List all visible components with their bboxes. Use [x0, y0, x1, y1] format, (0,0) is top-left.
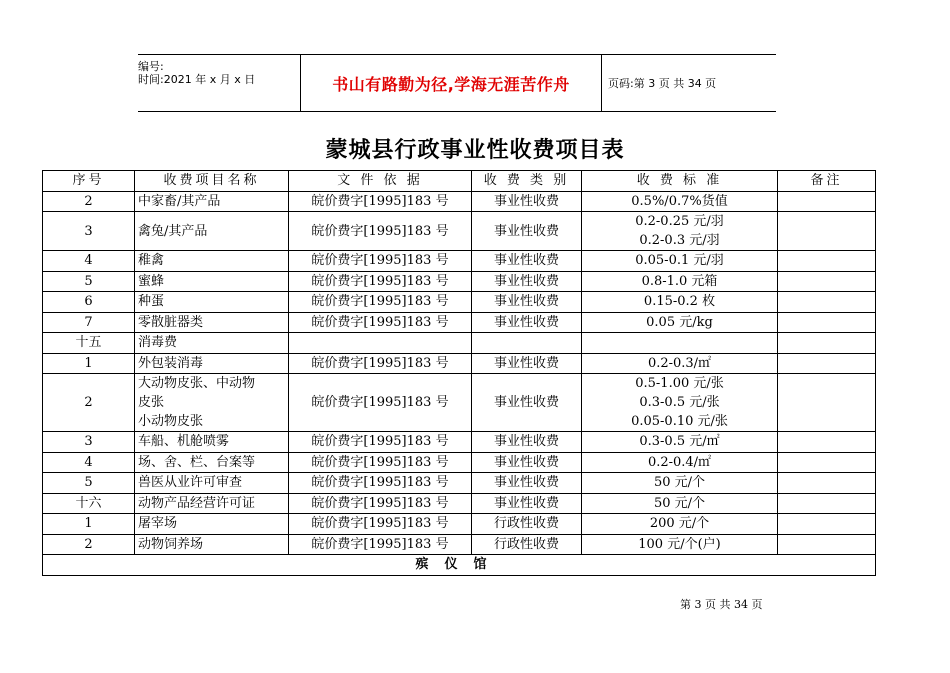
cell-category: 行政性收费 — [472, 534, 582, 555]
cell-name — [135, 212, 289, 251]
header-standard: 收 费 标 准 — [582, 171, 778, 192]
table-row — [43, 432, 876, 453]
cell-basis: 皖价费字[1995]183 号 — [289, 374, 472, 432]
cell-note — [778, 473, 876, 494]
cell-no: 3 — [43, 212, 135, 251]
cell-standard-line: 100 元/个(户) — [638, 536, 721, 552]
cell-name-line: 屠宰场 — [138, 516, 178, 532]
cell-name — [135, 333, 289, 354]
cell-name — [135, 374, 289, 432]
cell-standard — [582, 191, 778, 212]
page-title: 蒙城县行政事业性收费项目表 — [325, 137, 625, 163]
cell-name — [135, 493, 289, 514]
table-row — [43, 333, 876, 354]
cell-category: 事业性收费 — [472, 251, 582, 272]
header-category: 收 费 类 别 — [472, 171, 582, 192]
cell-name-line: 车船、机舱喷雾 — [138, 434, 230, 450]
table-header-row — [43, 171, 876, 192]
table-row — [43, 374, 876, 432]
section-footer-row — [43, 555, 876, 576]
cell-standard-line: 0.5-1.00 元/张 — [635, 376, 724, 391]
table-row — [43, 212, 876, 251]
cell-standard-line: 0.2-0.25 元/羽 — [635, 214, 724, 229]
cell-no: 6 — [43, 292, 135, 313]
cell-note — [778, 374, 876, 432]
cell-standard-line: 0.3-0.5 元/张 — [639, 395, 720, 410]
cell-note — [778, 534, 876, 555]
cell-basis: 皖价费字[1995]183 号 — [289, 292, 472, 313]
cell-no: 3 — [43, 432, 135, 453]
cell-standard — [582, 353, 778, 374]
cell-name — [135, 191, 289, 212]
header-meta — [138, 55, 298, 111]
table-row — [43, 473, 876, 494]
cell-category: 事业性收费 — [472, 292, 582, 313]
cell-basis: 皖价费字[1995]183 号 — [289, 514, 472, 535]
cell-standard — [582, 473, 778, 494]
cell-name — [135, 473, 289, 494]
cell-name-line: 皮张 — [138, 395, 165, 410]
cell-standard-line: 0.5%/0.7%货值 — [631, 193, 728, 209]
cell-name — [135, 534, 289, 555]
cell-standard — [582, 374, 778, 432]
cell-category — [472, 333, 582, 354]
cell-no: 1 — [43, 353, 135, 374]
cell-no: 5 — [43, 271, 135, 292]
cell-basis: 皖价费字[1995]183 号 — [289, 493, 472, 514]
cell-name-line: 场、舍、栏、台案等 — [138, 454, 256, 470]
cell-standard-line: 0.2-0.3 元/羽 — [639, 233, 720, 248]
fee-table — [42, 170, 876, 576]
cell-category: 事业性收费 — [472, 374, 582, 432]
cell-no: 1 — [43, 514, 135, 535]
cell-note — [778, 333, 876, 354]
cell-basis: 皖价费字[1995]183 号 — [289, 432, 472, 453]
cell-note — [778, 271, 876, 292]
cell-basis: 皖价费字[1995]183 号 — [289, 473, 472, 494]
table-row — [43, 534, 876, 555]
cell-basis: 皖价费字[1995]183 号 — [289, 212, 472, 251]
table-row — [43, 251, 876, 272]
cell-note — [778, 191, 876, 212]
cell-note — [778, 251, 876, 272]
cell-name — [135, 292, 289, 313]
cell-name-line: 动物饲养场 — [138, 536, 204, 552]
cell-standard-line: 0.05-0.10 元/张 — [631, 414, 728, 429]
cell-standard — [582, 312, 778, 333]
cell-name-line: 动物产品经营许可证 — [138, 495, 256, 511]
cell-basis: 皖价费字[1995]183 号 — [289, 312, 472, 333]
cell-standard-line: 0.8-1.0 元箱 — [641, 273, 718, 289]
cell-standard — [582, 493, 778, 514]
header-page-info: 页码:第 3 页 共 34 页 — [608, 77, 717, 90]
cell-note — [778, 292, 876, 313]
cell-standard-line: 0.15-0.2 枚 — [643, 294, 716, 310]
cell-no: 2 — [43, 374, 135, 432]
header-basis: 文 件 依 据 — [289, 171, 472, 192]
cell-basis: 皖价费字[1995]183 号 — [289, 271, 472, 292]
cell-note — [778, 493, 876, 514]
cell-note — [778, 212, 876, 251]
table-row — [43, 452, 876, 473]
cell-name-line: 禽兔/其产品 — [138, 223, 208, 239]
cell-name-line: 零散脏器类 — [138, 314, 204, 330]
cell-name — [135, 251, 289, 272]
cell-basis: 皖价费字[1995]183 号 — [289, 534, 472, 555]
cell-no: 十五 — [43, 333, 135, 354]
cell-standard-line: 0.2-0.3/㎡ — [647, 355, 712, 371]
cell-basis: 皖价费字[1995]183 号 — [289, 191, 472, 212]
cell-no: 4 — [43, 251, 135, 272]
cell-category: 事业性收费 — [472, 212, 582, 251]
cell-category: 事业性收费 — [472, 353, 582, 374]
cell-category: 事业性收费 — [472, 191, 582, 212]
cell-standard — [582, 452, 778, 473]
cell-name — [135, 514, 289, 535]
header-name: 收费项目名称 — [135, 171, 289, 192]
cell-name — [135, 432, 289, 453]
header-note: 备注 — [778, 171, 876, 192]
table-row — [43, 191, 876, 212]
cell-no: 2 — [43, 191, 135, 212]
cell-note — [778, 312, 876, 333]
header-motto: 书山有路勤为径,学海无涯苦作舟 — [300, 55, 602, 111]
cell-note — [778, 432, 876, 453]
cell-note — [778, 353, 876, 374]
cell-category: 事业性收费 — [472, 452, 582, 473]
cell-category: 行政性收费 — [472, 514, 582, 535]
cell-standard — [582, 292, 778, 313]
cell-standard-line: 200 元/个 — [649, 516, 710, 532]
cell-name — [135, 312, 289, 333]
cell-basis: 皖价费字[1995]183 号 — [289, 353, 472, 374]
cell-name-line: 蜜蜂 — [138, 273, 165, 289]
cell-name-line: 外包装消毒 — [138, 355, 204, 371]
cell-name — [135, 452, 289, 473]
cell-note — [778, 514, 876, 535]
table-row — [43, 514, 876, 535]
time-label: 时间:2021 年 x 月 x 日 — [138, 73, 256, 86]
document-header — [138, 54, 776, 112]
cell-name-line: 消毒费 — [138, 335, 178, 351]
cell-basis: 皖价费字[1995]183 号 — [289, 251, 472, 272]
number-label: 编号: — [138, 60, 164, 73]
cell-name-line: 稚禽 — [138, 253, 165, 269]
cell-standard — [582, 271, 778, 292]
cell-standard-line: 0.05-0.1 元/羽 — [635, 253, 724, 269]
cell-standard — [582, 333, 778, 354]
cell-category: 事业性收费 — [472, 493, 582, 514]
cell-category: 事业性收费 — [472, 432, 582, 453]
cell-name — [135, 271, 289, 292]
cell-standard — [582, 212, 778, 251]
table-row — [43, 353, 876, 374]
cell-category: 事业性收费 — [472, 473, 582, 494]
cell-note — [778, 452, 876, 473]
cell-standard-line: 50 元/个 — [653, 475, 706, 491]
cell-standard — [582, 432, 778, 453]
table-row — [43, 312, 876, 333]
cell-name-line: 大动物皮张、中动物 — [138, 376, 256, 391]
cell-standard — [582, 514, 778, 535]
table-row — [43, 292, 876, 313]
cell-name-line: 小动物皮张 — [138, 414, 204, 429]
cell-no: 4 — [43, 452, 135, 473]
table-row — [43, 493, 876, 514]
cell-standard-line: 0.3-0.5 元/㎡ — [639, 434, 720, 450]
table-body — [43, 191, 876, 555]
header-no: 序号 — [43, 171, 135, 192]
cell-standard-line: 50 元/个 — [653, 495, 706, 511]
cell-category: 事业性收费 — [472, 312, 582, 333]
cell-standard-line: 0.05 元/kg — [646, 314, 713, 330]
cell-no: 2 — [43, 534, 135, 555]
table-row — [43, 271, 876, 292]
cell-category: 事业性收费 — [472, 271, 582, 292]
cell-name-line: 兽医从业许可审查 — [138, 475, 243, 491]
cell-no: 5 — [43, 473, 135, 494]
cell-standard — [582, 534, 778, 555]
cell-standard — [582, 251, 778, 272]
cell-basis: 皖价费字[1995]183 号 — [289, 452, 472, 473]
section-footer: 殡仪馆 — [43, 555, 876, 576]
cell-standard-line: 0.2-0.4/㎡ — [647, 454, 712, 470]
cell-no: 十六 — [43, 493, 135, 514]
cell-no: 7 — [43, 312, 135, 333]
cell-basis — [289, 333, 472, 354]
cell-name — [135, 353, 289, 374]
cell-name-line: 中家畜/其产品 — [138, 193, 221, 209]
cell-name-line: 种蛋 — [138, 294, 165, 310]
page-footer: 第 3 页 共 34 页 — [680, 598, 763, 611]
